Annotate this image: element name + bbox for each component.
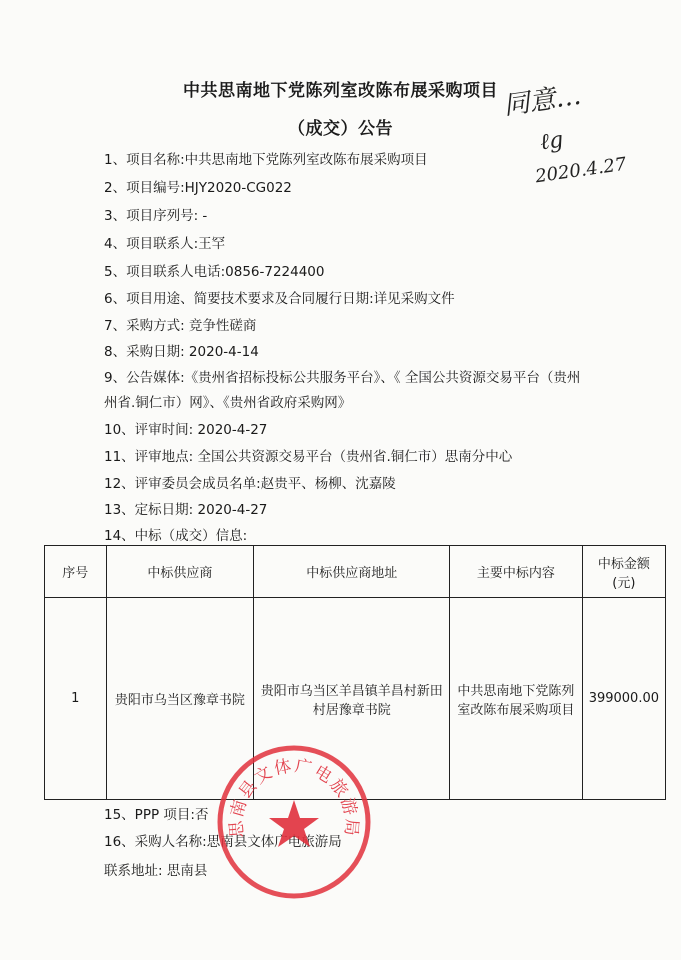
item-contact-phone: 5、项目联系人电话:0856-7224400 [104,264,325,280]
item-project-number: 2、项目编号:HJY2020-CG022 [104,180,292,196]
cell-address: 贵阳市乌当区羊昌镇羊昌村新田村居豫章书院 [254,598,450,800]
handwritten-date: 2020.4.27 [533,153,628,188]
item-committee: 12、评审委员会成员名单:赵贵平、杨柳、沈嘉陵 [104,476,396,492]
item-procurement-date: 8、采购日期: 2020-4-14 [104,344,259,360]
item-review-place: 11、评审地点: 全国公共资源交易平台（贵州省.铜仁市）思南分中心 [104,449,513,465]
item-purchaser: 16、采购人名称:思南县文体广电旅游局 [104,834,342,850]
item-review-time: 10、评审时间: 2020-4-27 [104,422,268,438]
col-address: 中标供应商地址 [254,546,450,598]
table-header-row [45,546,666,598]
col-amount: 中标金额(元) [582,546,665,598]
item-contact: 4、项目联系人:王罕 [104,236,226,252]
item-procurement-method: 7、采购方式: 竞争性磋商 [104,318,257,334]
item-award-date: 13、定标日期: 2020-4-27 [104,502,268,518]
item-media-cont: 州省.铜仁市）网》、《贵州省政府采购网》 [104,395,352,411]
official-seal [214,742,374,902]
notice-title-line1: 中共思南地下党陈列室改陈布展采购项目 [183,81,498,101]
handwritten-signature: 同意… [501,80,584,122]
cell-content: 中共思南地下党陈列室改陈布展采购项目 [450,598,583,800]
item-project-name: 1、项目名称:中共思南地下党陈列室改陈布展采购项目 [104,152,428,168]
handwritten-initials: ℓg [538,127,565,156]
item-media: 9、公告媒体:《贵州省招标投标公共服务平台》、《 全国公共资源交易平台（贵州 [104,370,581,386]
seal-text: 思南县文体广电旅游局 [226,756,362,839]
item-serial-number: 3、项目序列号: - [104,208,208,224]
item-ppp: 15、PPP 项目:否 [104,807,209,823]
cell-amount: 399000.00 [582,598,665,800]
cell-seq: 1 [45,598,107,800]
item-award-info: 14、中标（成交）信息: [104,528,248,544]
col-supplier: 中标供应商 [106,546,254,598]
item-contact-address: 联系地址: 思南县 [104,863,208,879]
cell-supplier: 贵阳市乌当区豫章书院 [106,598,254,800]
col-seq: 序号 [45,546,107,598]
notice-title-line2: （成交）公告 [288,119,393,139]
item-purpose: 6、项目用途、简要技术要求及合同履行日期:详见采购文件 [104,291,455,307]
seal-star-icon [269,800,319,847]
col-content: 主要中标内容 [450,546,583,598]
